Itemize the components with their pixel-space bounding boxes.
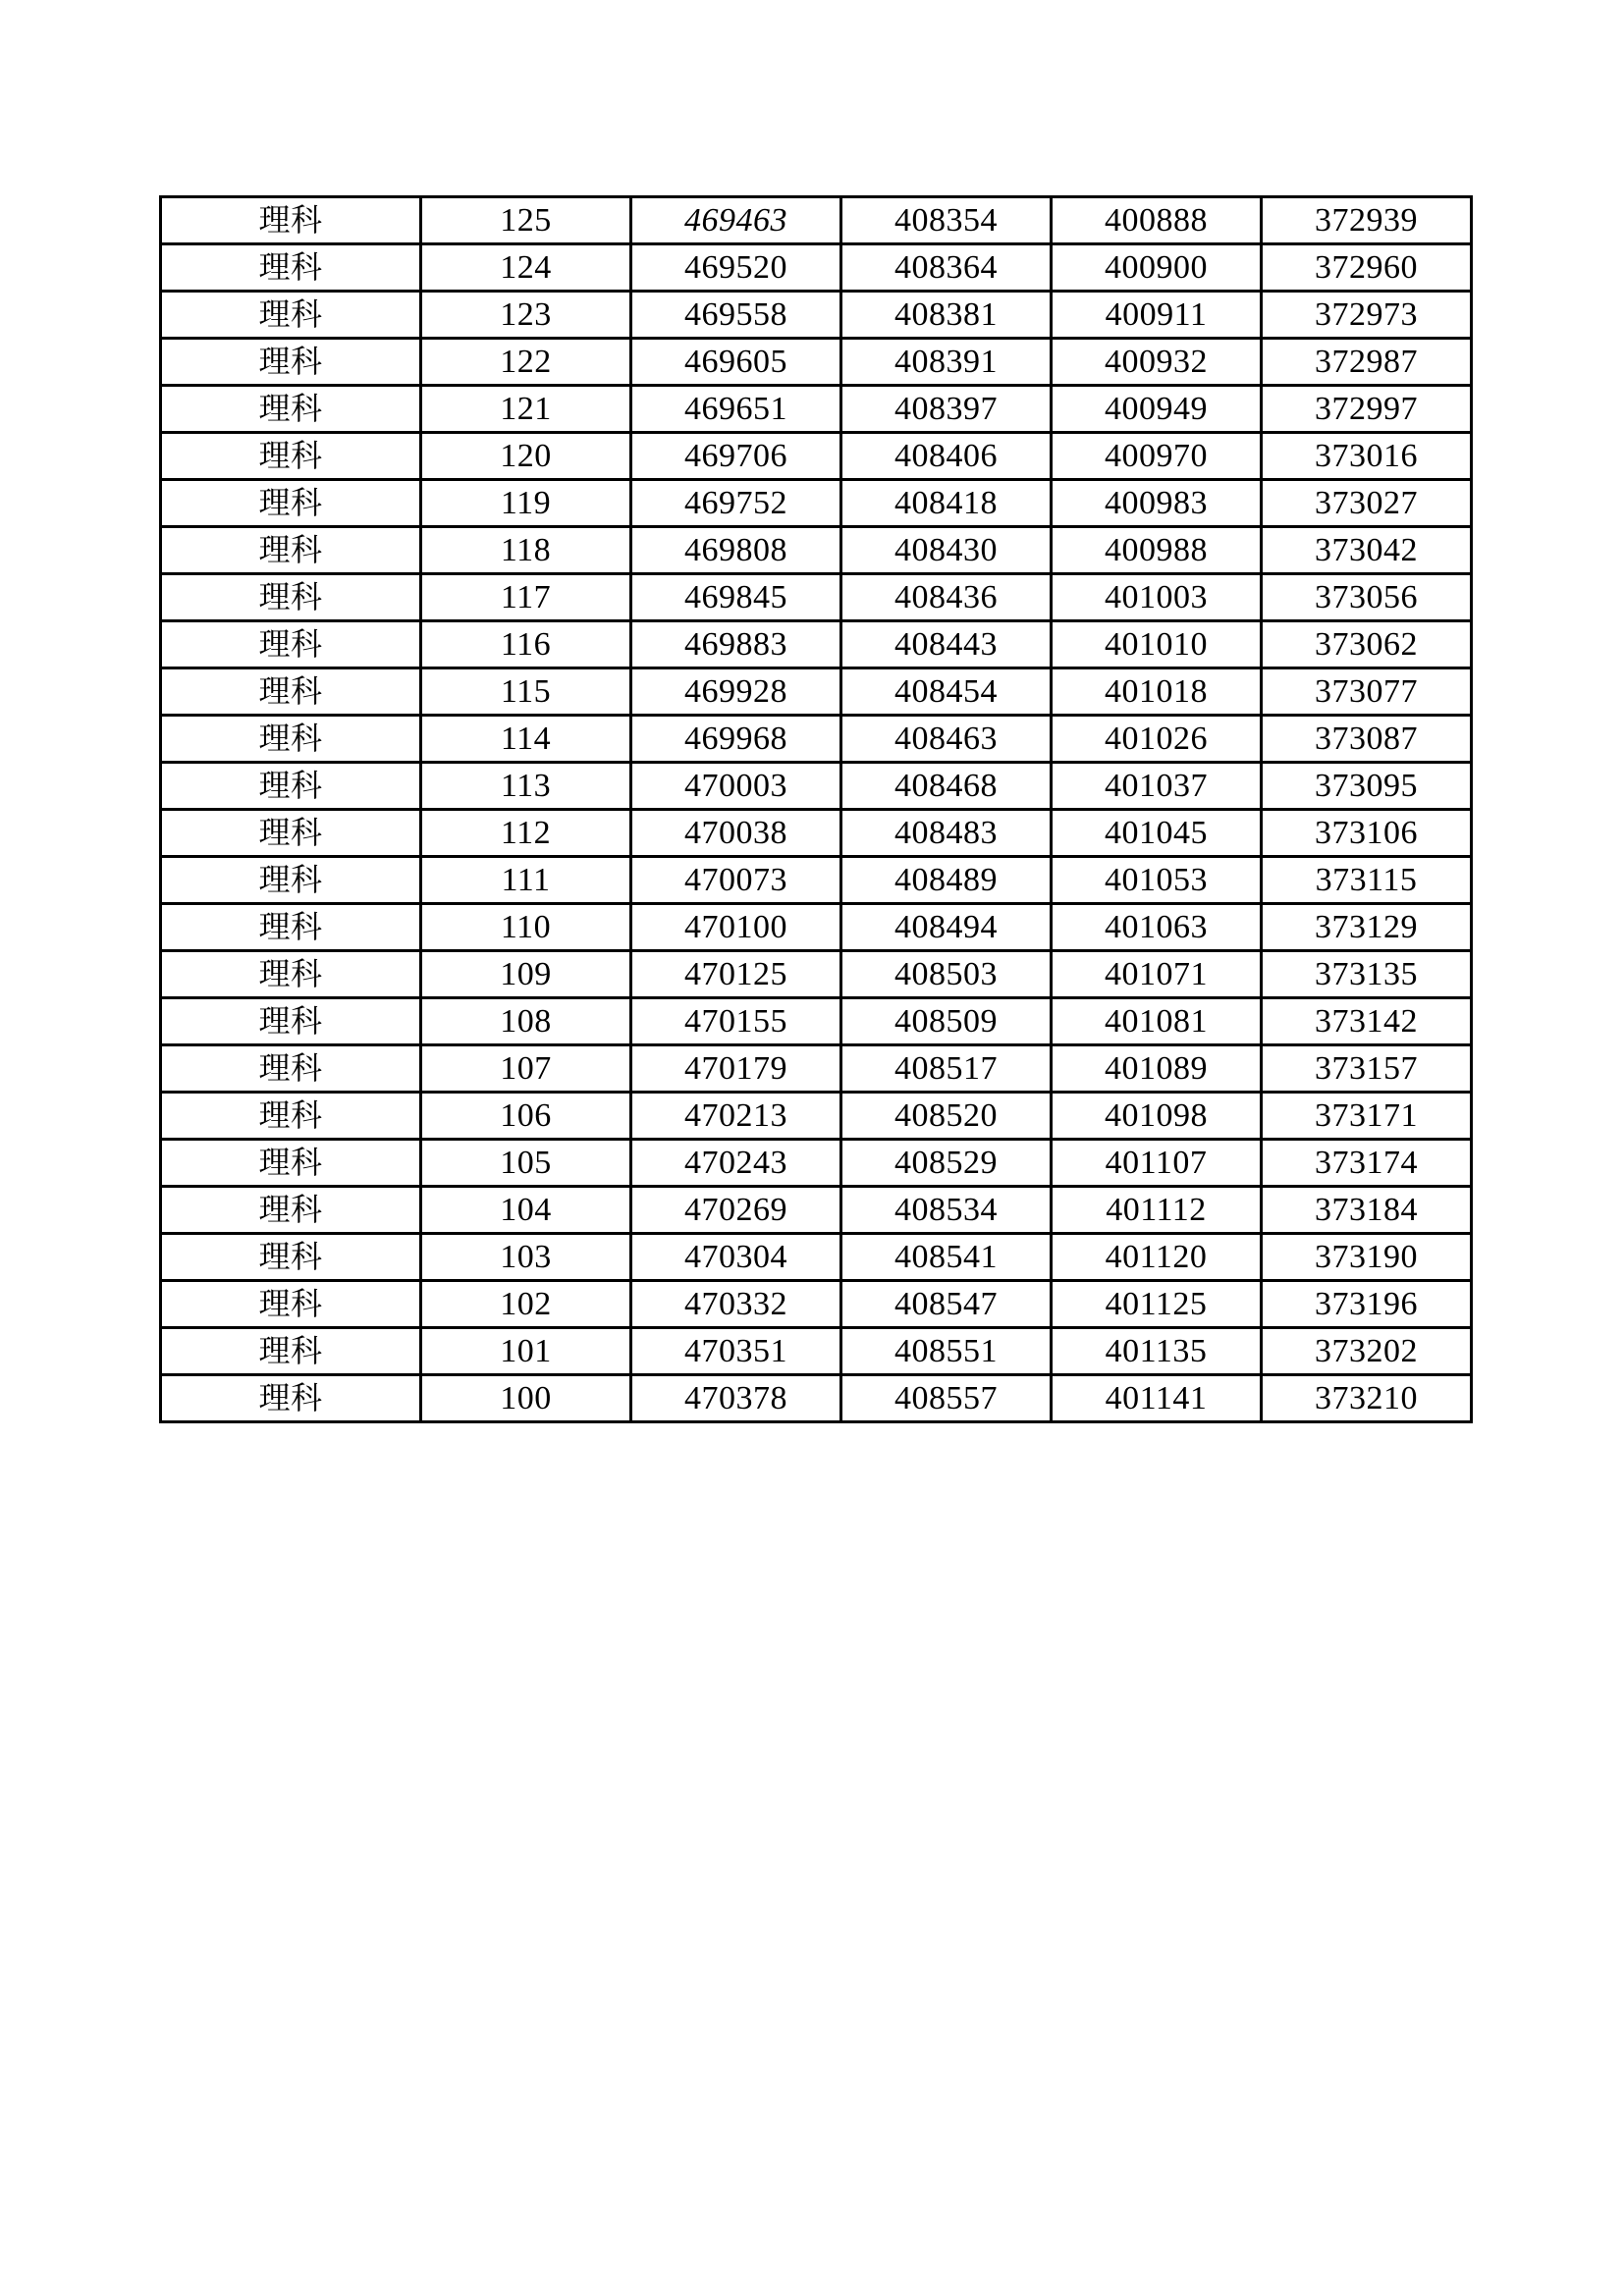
subject-cell: 理科	[161, 1281, 421, 1328]
rank-col-4-cell: 373106	[1262, 810, 1472, 857]
table-row	[161, 1234, 1472, 1281]
score-cell: 110	[421, 904, 631, 951]
rank-col-3-cell: 401045	[1052, 810, 1262, 857]
rank-col-4-cell: 373042	[1262, 527, 1472, 574]
score-cell: 120	[421, 433, 631, 480]
rank-col-1-cell: 470100	[631, 904, 841, 951]
rank-col-4-cell: 373135	[1262, 951, 1472, 998]
rank-col-1-cell: 469463	[631, 197, 841, 244]
rank-col-3-cell: 401003	[1052, 574, 1262, 621]
rank-col-4-cell: 373027	[1262, 480, 1472, 527]
table-row	[161, 574, 1472, 621]
rank-col-4-cell: 373196	[1262, 1281, 1472, 1328]
table-row	[161, 1375, 1472, 1422]
rank-col-2-cell: 408541	[841, 1234, 1052, 1281]
rank-col-2-cell: 408406	[841, 433, 1052, 480]
subject-cell: 理科	[161, 1234, 421, 1281]
subject-cell: 理科	[161, 527, 421, 574]
score-table-body	[161, 197, 1472, 1422]
table-row	[161, 998, 1472, 1045]
subject-cell: 理科	[161, 244, 421, 292]
rank-col-1-cell: 470351	[631, 1328, 841, 1375]
rank-col-1-cell: 469968	[631, 716, 841, 763]
score-table	[159, 195, 1473, 1423]
rank-col-1-cell: 469845	[631, 574, 841, 621]
rank-col-2-cell: 408529	[841, 1140, 1052, 1187]
rank-col-2-cell: 408397	[841, 386, 1052, 433]
table-row	[161, 480, 1472, 527]
score-cell: 111	[421, 857, 631, 904]
subject-cell: 理科	[161, 292, 421, 339]
rank-col-1-cell: 469752	[631, 480, 841, 527]
rank-col-2-cell: 408494	[841, 904, 1052, 951]
table-row	[161, 292, 1472, 339]
subject-cell: 理科	[161, 951, 421, 998]
rank-col-2-cell: 408483	[841, 810, 1052, 857]
rank-col-3-cell: 401098	[1052, 1093, 1262, 1140]
score-cell: 124	[421, 244, 631, 292]
table-row	[161, 1281, 1472, 1328]
rank-col-3-cell: 401135	[1052, 1328, 1262, 1375]
subject-cell: 理科	[161, 197, 421, 244]
score-cell: 102	[421, 1281, 631, 1328]
rank-col-2-cell: 408364	[841, 244, 1052, 292]
table-row	[161, 668, 1472, 716]
score-cell: 112	[421, 810, 631, 857]
rank-col-2-cell: 408354	[841, 197, 1052, 244]
rank-col-4-cell: 373077	[1262, 668, 1472, 716]
table-row	[161, 197, 1472, 244]
subject-cell: 理科	[161, 574, 421, 621]
rank-col-2-cell: 408418	[841, 480, 1052, 527]
score-cell: 125	[421, 197, 631, 244]
rank-col-4-cell: 372987	[1262, 339, 1472, 386]
rank-col-1-cell: 469883	[631, 621, 841, 668]
table-row	[161, 621, 1472, 668]
rank-col-1-cell: 469808	[631, 527, 841, 574]
rank-col-1-cell: 470038	[631, 810, 841, 857]
rank-col-3-cell: 401037	[1052, 763, 1262, 810]
rank-col-2-cell: 408463	[841, 716, 1052, 763]
rank-col-1-cell: 470243	[631, 1140, 841, 1187]
table-row	[161, 763, 1472, 810]
score-cell: 109	[421, 951, 631, 998]
rank-col-3-cell: 400970	[1052, 433, 1262, 480]
table-row	[161, 1328, 1472, 1375]
score-cell: 123	[421, 292, 631, 339]
score-cell: 117	[421, 574, 631, 621]
score-cell: 103	[421, 1234, 631, 1281]
score-cell: 107	[421, 1045, 631, 1093]
rank-col-4-cell: 373095	[1262, 763, 1472, 810]
subject-cell: 理科	[161, 1045, 421, 1093]
score-cell: 115	[421, 668, 631, 716]
rank-col-1-cell: 470125	[631, 951, 841, 998]
rank-col-1-cell: 470003	[631, 763, 841, 810]
rank-col-3-cell: 401107	[1052, 1140, 1262, 1187]
table-row	[161, 857, 1472, 904]
rank-col-1-cell: 470179	[631, 1045, 841, 1093]
rank-col-1-cell: 470332	[631, 1281, 841, 1328]
subject-cell: 理科	[161, 1140, 421, 1187]
rank-col-4-cell: 372939	[1262, 197, 1472, 244]
rank-col-2-cell: 408534	[841, 1187, 1052, 1234]
rank-col-4-cell: 373087	[1262, 716, 1472, 763]
rank-col-2-cell: 408509	[841, 998, 1052, 1045]
subject-cell: 理科	[161, 1187, 421, 1234]
rank-col-2-cell: 408517	[841, 1045, 1052, 1093]
rank-col-4-cell: 373190	[1262, 1234, 1472, 1281]
rank-col-4-cell: 373210	[1262, 1375, 1472, 1422]
rank-col-4-cell: 373056	[1262, 574, 1472, 621]
rank-col-2-cell: 408454	[841, 668, 1052, 716]
rank-col-4-cell: 372973	[1262, 292, 1472, 339]
table-row	[161, 339, 1472, 386]
rank-col-2-cell: 408503	[841, 951, 1052, 998]
rank-col-3-cell: 400988	[1052, 527, 1262, 574]
subject-cell: 理科	[161, 857, 421, 904]
rank-col-3-cell: 400888	[1052, 197, 1262, 244]
rank-col-1-cell: 469706	[631, 433, 841, 480]
rank-col-3-cell: 400911	[1052, 292, 1262, 339]
rank-col-3-cell: 400983	[1052, 480, 1262, 527]
subject-cell: 理科	[161, 433, 421, 480]
score-cell: 100	[421, 1375, 631, 1422]
rank-col-2-cell: 408430	[841, 527, 1052, 574]
rank-col-3-cell: 400949	[1052, 386, 1262, 433]
rank-col-4-cell: 372997	[1262, 386, 1472, 433]
rank-col-3-cell: 400932	[1052, 339, 1262, 386]
subject-cell: 理科	[161, 668, 421, 716]
score-cell: 114	[421, 716, 631, 763]
rank-col-4-cell: 373171	[1262, 1093, 1472, 1140]
table-row	[161, 810, 1472, 857]
rank-col-2-cell: 408468	[841, 763, 1052, 810]
rank-col-3-cell: 401063	[1052, 904, 1262, 951]
rank-col-2-cell: 408489	[841, 857, 1052, 904]
rank-col-4-cell: 373115	[1262, 857, 1472, 904]
rank-col-2-cell: 408547	[841, 1281, 1052, 1328]
score-cell: 116	[421, 621, 631, 668]
rank-col-1-cell: 470073	[631, 857, 841, 904]
subject-cell: 理科	[161, 1093, 421, 1140]
score-cell: 108	[421, 998, 631, 1045]
rank-col-4-cell: 373129	[1262, 904, 1472, 951]
rank-col-3-cell: 401010	[1052, 621, 1262, 668]
rank-col-1-cell: 469605	[631, 339, 841, 386]
subject-cell: 理科	[161, 480, 421, 527]
table-row	[161, 527, 1472, 574]
table-row	[161, 904, 1472, 951]
score-cell: 101	[421, 1328, 631, 1375]
score-cell: 122	[421, 339, 631, 386]
rank-col-1-cell: 469651	[631, 386, 841, 433]
subject-cell: 理科	[161, 998, 421, 1045]
table-row	[161, 951, 1472, 998]
rank-col-4-cell: 373142	[1262, 998, 1472, 1045]
rank-col-3-cell: 400900	[1052, 244, 1262, 292]
score-cell: 113	[421, 763, 631, 810]
rank-col-4-cell: 373016	[1262, 433, 1472, 480]
score-cell: 119	[421, 480, 631, 527]
subject-cell: 理科	[161, 810, 421, 857]
rank-col-2-cell: 408557	[841, 1375, 1052, 1422]
subject-cell: 理科	[161, 1375, 421, 1422]
rank-col-2-cell: 408443	[841, 621, 1052, 668]
rank-col-3-cell: 401026	[1052, 716, 1262, 763]
rank-col-1-cell: 470304	[631, 1234, 841, 1281]
rank-col-1-cell: 470269	[631, 1187, 841, 1234]
score-cell: 121	[421, 386, 631, 433]
table-row	[161, 716, 1472, 763]
table-row	[161, 1187, 1472, 1234]
score-cell: 106	[421, 1093, 631, 1140]
table-row	[161, 1045, 1472, 1093]
rank-col-2-cell: 408436	[841, 574, 1052, 621]
rank-col-4-cell: 373184	[1262, 1187, 1472, 1234]
rank-col-3-cell: 401120	[1052, 1234, 1262, 1281]
table-row	[161, 433, 1472, 480]
rank-col-3-cell: 401089	[1052, 1045, 1262, 1093]
table-row	[161, 386, 1472, 433]
rank-col-4-cell: 372960	[1262, 244, 1472, 292]
rank-col-2-cell: 408520	[841, 1093, 1052, 1140]
rank-col-3-cell: 401018	[1052, 668, 1262, 716]
rank-col-3-cell: 401071	[1052, 951, 1262, 998]
score-cell: 104	[421, 1187, 631, 1234]
subject-cell: 理科	[161, 904, 421, 951]
rank-col-3-cell: 401141	[1052, 1375, 1262, 1422]
subject-cell: 理科	[161, 716, 421, 763]
rank-col-3-cell: 401112	[1052, 1187, 1262, 1234]
table-row	[161, 1093, 1472, 1140]
subject-cell: 理科	[161, 621, 421, 668]
rank-col-4-cell: 373174	[1262, 1140, 1472, 1187]
rank-col-2-cell: 408391	[841, 339, 1052, 386]
subject-cell: 理科	[161, 386, 421, 433]
rank-col-4-cell: 373157	[1262, 1045, 1472, 1093]
subject-cell: 理科	[161, 339, 421, 386]
rank-col-1-cell: 469928	[631, 668, 841, 716]
table-row	[161, 244, 1472, 292]
rank-col-1-cell: 469520	[631, 244, 841, 292]
rank-col-2-cell: 408551	[841, 1328, 1052, 1375]
rank-col-4-cell: 373062	[1262, 621, 1472, 668]
rank-col-3-cell: 401081	[1052, 998, 1262, 1045]
subject-cell: 理科	[161, 763, 421, 810]
subject-cell: 理科	[161, 1328, 421, 1375]
rank-col-3-cell: 401053	[1052, 857, 1262, 904]
rank-col-1-cell: 469558	[631, 292, 841, 339]
rank-col-1-cell: 470155	[631, 998, 841, 1045]
table-row	[161, 1140, 1472, 1187]
score-cell: 118	[421, 527, 631, 574]
rank-col-1-cell: 470378	[631, 1375, 841, 1422]
rank-col-2-cell: 408381	[841, 292, 1052, 339]
rank-col-4-cell: 373202	[1262, 1328, 1472, 1375]
rank-col-1-cell: 470213	[631, 1093, 841, 1140]
score-cell: 105	[421, 1140, 631, 1187]
rank-col-3-cell: 401125	[1052, 1281, 1262, 1328]
